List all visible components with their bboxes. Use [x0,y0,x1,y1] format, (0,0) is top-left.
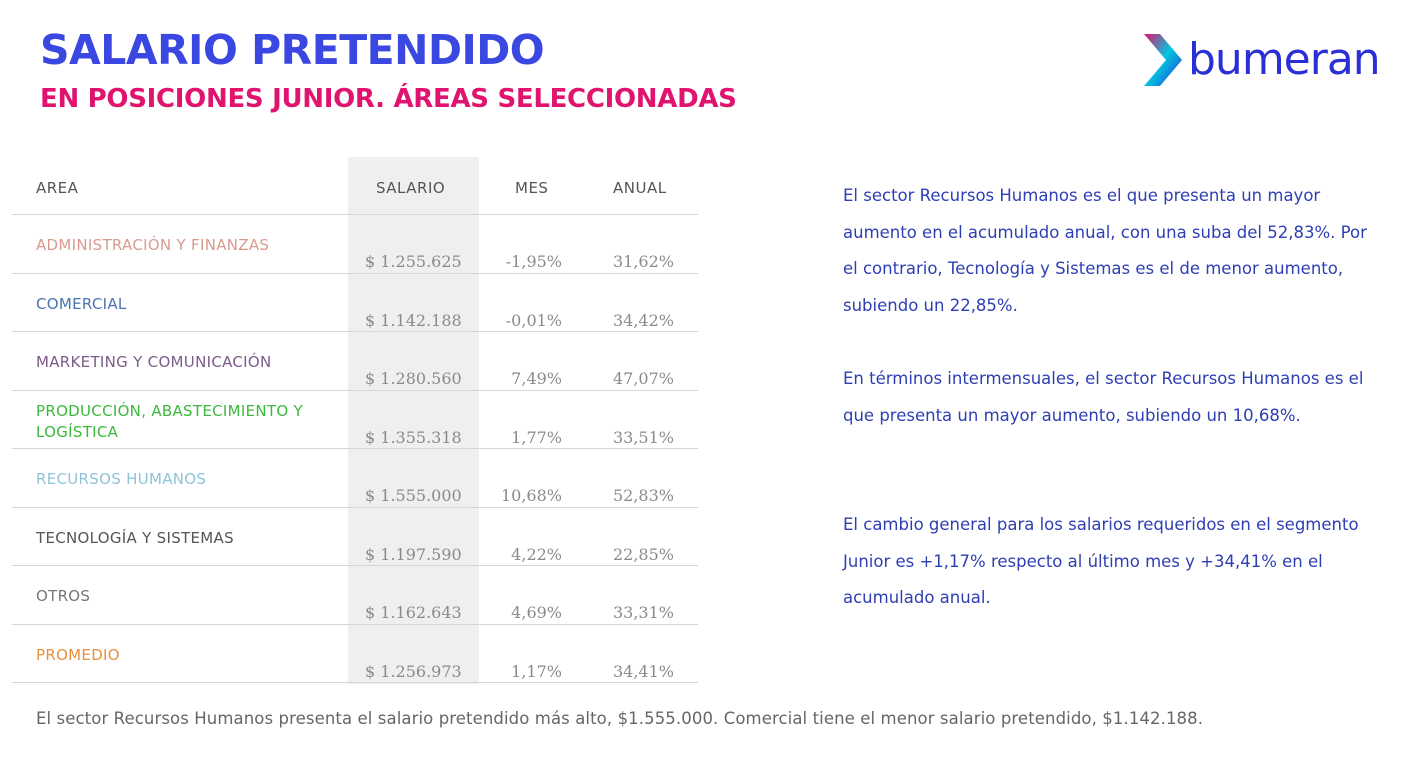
mes-value: 10,68% [500,486,562,505]
header-mes: MES [515,179,549,197]
area-label: ADMINISTRACIÓN Y FINANZAS [36,236,270,254]
anual-value: 34,42% [612,310,674,330]
anual-value: 47,07% [612,369,674,388]
anual-value: 31,62% [612,252,674,271]
table-row [12,625,698,684]
anual-value: 33,51% [612,427,674,447]
header-area: AREA [36,179,79,197]
paragraph-annual: El sector Recursos Humanos es el que presenta un mayor aumento en el acumulado anual, con una suba del 52,83%. Por el contrario, Tecnología y Sistemas es el de menor aumento, subiendo un 22,85%. [843,186,1367,316]
area-label: PRODUCCIÓN, ABASTECIMIENTO Y LOGÍSTICA [36,401,303,441]
salario-value: $ 1.197.590 [365,544,462,564]
bumeran-arrow-icon [1138,30,1186,90]
bumeran-wordmark: bumeran [1188,34,1380,85]
header-anual: ANUAL [613,179,667,197]
mes-value: 7,49% [511,369,562,388]
mes-value: 4,69% [511,603,562,622]
salario-value: $ 1.280.560 [365,369,462,388]
salary-table [12,157,698,683]
table-row [12,215,698,274]
bumeran-logo [1138,28,1410,94]
anual-value: 34,41% [612,661,674,681]
area-label: COMERCIAL [36,294,127,313]
table-row [12,449,698,508]
salario-value: $ 1.355.318 [365,427,462,447]
table-row [12,332,698,391]
anual-value: 33,31% [612,603,674,622]
area-label: RECURSOS HUMANOS [36,470,207,488]
paragraph-general: El cambio general para los salarios requeridos en el segmento Junior es +1,17% respecto al último mes y +34,41% en el acumulado anual. [843,515,1359,608]
salario-value: $ 1.162.643 [365,603,462,622]
area-label: OTROS [36,587,91,605]
anual-value: 52,83% [612,486,674,505]
salario-value: $ 1.555.000 [365,486,462,505]
table-row [12,274,698,333]
mes-value: -1,95% [505,252,562,271]
area-label: MARKETING Y COMUNICACIÓN [36,353,272,371]
paragraph-monthly: En términos intermensuales, el sector Recursos Humanos es el que presenta un mayor aumento, subiendo un 10,68%. [843,369,1364,425]
table-header [12,157,698,215]
page-subtitle: EN POSICIONES JUNIOR. ÁREAS SELECCIONADAS [40,84,737,114]
area-label: PROMEDIO [36,645,120,664]
salario-value: $ 1.256.973 [365,661,462,681]
table-row [12,508,698,567]
area-label: TECNOLOGÍA Y SISTEMAS [36,528,234,547]
header-salario: SALARIO [376,179,446,197]
mes-value: 1,77% [511,427,562,447]
mes-value: 1,17% [511,661,562,681]
salario-value: $ 1.255.625 [365,252,462,271]
anual-value: 22,85% [612,544,674,564]
mes-value: -0,01% [505,310,562,330]
page-title: SALARIO PRETENDIDO [40,26,545,74]
mes-value: 4,22% [511,544,562,564]
table-row [12,391,698,450]
table-row [12,566,698,625]
salario-value: $ 1.142.188 [365,310,462,330]
footer-note: El sector Recursos Humanos presenta el salario pretendido más alto, $1.555.000. Comercial tiene el menor salario pretendido, $1.142.188. [36,709,1204,728]
